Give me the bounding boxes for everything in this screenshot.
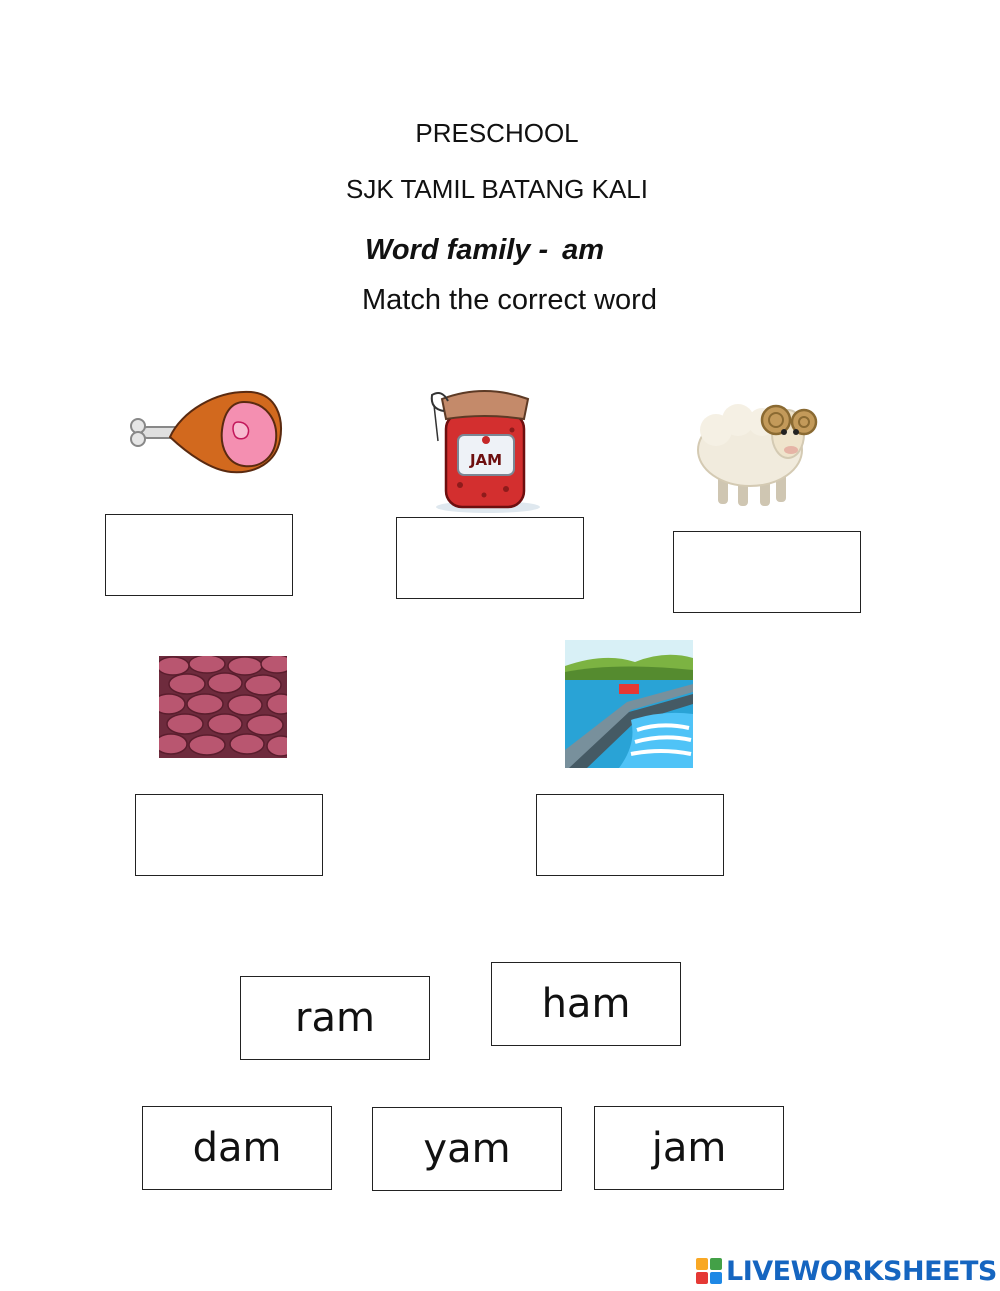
answer-box-yam[interactable] [135, 794, 323, 876]
topic-prefix: Word family - [365, 234, 549, 266]
ham-icon [126, 382, 286, 482]
jam-jar-icon [420, 385, 544, 513]
jam-jar-label: JAM [469, 451, 503, 469]
logo-block [696, 1272, 708, 1284]
answer-box-jam[interactable] [396, 517, 584, 599]
topic-suffix: am [562, 234, 605, 266]
logo-block [710, 1258, 722, 1270]
school-level: PRESCHOOL [415, 118, 579, 148]
logo-blocks-icon [696, 1258, 722, 1284]
dam-icon [565, 640, 693, 768]
brand-name: LIVEWORKSHEETS [726, 1255, 997, 1287]
ram-icon [688, 388, 822, 512]
word-card-jam[interactable]: jam [594, 1106, 784, 1190]
word-card-dam[interactable]: dam [142, 1106, 332, 1190]
logo-block [696, 1258, 708, 1270]
school-name: SJK TAMIL BATANG KALI [346, 174, 648, 204]
topic-title [365, 234, 604, 267]
liveworksheets-logo [696, 1254, 997, 1288]
instruction: Match the correct word [362, 284, 657, 316]
logo-block [710, 1272, 722, 1284]
answer-box-dam[interactable] [536, 794, 724, 876]
answer-box-ham[interactable] [105, 514, 293, 596]
word-card-ham[interactable]: ham [491, 962, 681, 1046]
word-card-ram[interactable]: ram [240, 976, 430, 1060]
yam-icon [159, 656, 287, 758]
answer-box-ram[interactable] [673, 531, 861, 613]
word-card-yam[interactable]: yam [372, 1107, 562, 1191]
